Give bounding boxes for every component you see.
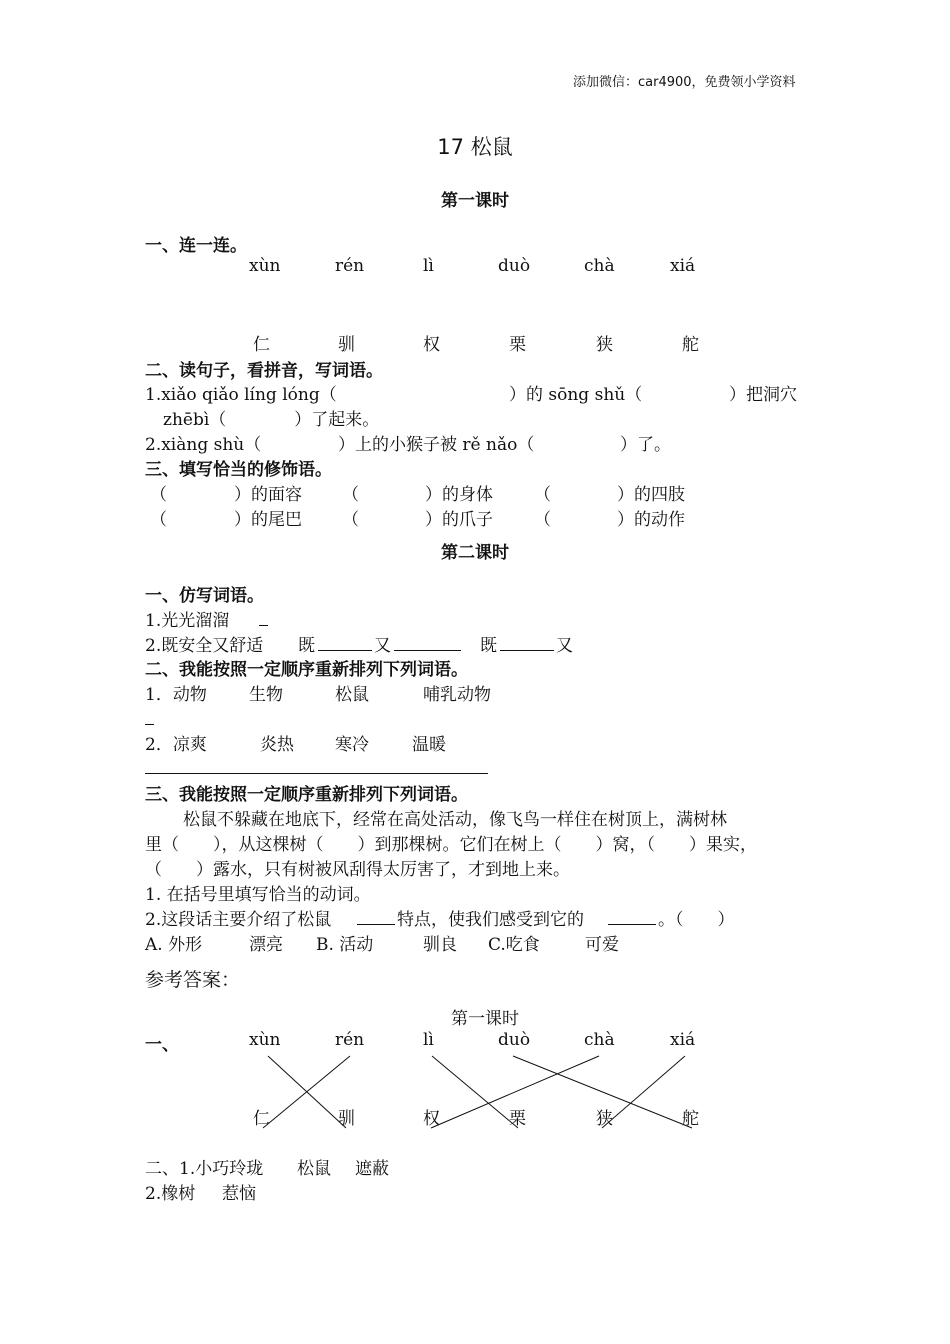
- word-item: 2．凉爽: [145, 735, 207, 755]
- option-item: B. 活动: [316, 935, 374, 955]
- open-paren: （: [534, 510, 551, 530]
- char-item: 舵: [682, 335, 699, 355]
- l1-q2-line3a: 2.xiàng shù（: [145, 435, 262, 455]
- option-item: C.吃食: [488, 935, 540, 955]
- word-item: 哺乳动物: [423, 685, 491, 705]
- l1-q2-line1c: ）把洞穴: [729, 385, 797, 405]
- pinyin-item: xùn: [249, 1030, 281, 1050]
- open-paren: （: [150, 510, 167, 530]
- char-item: 权: [423, 335, 440, 355]
- pinyin-item: chà: [584, 1030, 615, 1050]
- sub2-text-a: 2.这段话主要介绍了松鼠: [145, 910, 332, 930]
- match-line: [602, 1056, 685, 1128]
- l2-q1-line1: 1.光光溜溜: [145, 611, 230, 631]
- l1-q2-line3c: ）了。: [620, 435, 671, 455]
- char-item: 狭: [596, 1109, 613, 1129]
- answers-lesson-heading: 第一课时: [451, 1009, 519, 1029]
- char-item: 狭: [596, 335, 613, 355]
- open-paren: （: [150, 485, 167, 505]
- char-item: 仁: [253, 1109, 270, 1129]
- open-paren: （: [342, 510, 359, 530]
- answer-item: 2.橡树: [145, 1184, 196, 1204]
- you-label: 又: [556, 636, 573, 656]
- char-item: 仁: [253, 335, 270, 355]
- passage-line: （ ）露水，只有树被风刮得太厉害了，才到地上来。: [145, 860, 570, 880]
- option-item: 可爱: [585, 935, 619, 955]
- char-item: 栗: [509, 1109, 526, 1129]
- lesson2-heading: 第二课时: [441, 543, 509, 563]
- open-paren: （: [534, 485, 551, 505]
- pinyin-item: xùn: [249, 256, 281, 276]
- l2-q1-title: 一、仿写词语。: [145, 586, 264, 606]
- word-item: 1．动物: [145, 685, 207, 705]
- l1-q2-line3b: ）上的小猴子被 rě nǎo（: [338, 435, 535, 455]
- match-line: [431, 1056, 599, 1128]
- l2-q3-title: 三、我能按照一定顺序重新排列下列词语。: [145, 785, 468, 805]
- sub2-text-b: 特点，使我们感受到它的: [397, 910, 584, 930]
- l2-q1-line2: 2.既安全又舒适: [145, 636, 264, 656]
- match-line: [263, 1056, 350, 1128]
- lesson1-heading: 第一课时: [441, 191, 509, 211]
- answer-item: 遮蔽: [355, 1159, 389, 1179]
- option-item: 漂亮: [249, 935, 283, 955]
- word-item: 松鼠: [335, 685, 369, 705]
- ji-label: 既: [298, 636, 315, 656]
- pinyin-item: xiá: [670, 1030, 696, 1050]
- l1-q2-line2: zhēbì（ ）了起来。: [163, 410, 380, 430]
- answer-item: 惹恼: [222, 1184, 256, 1204]
- option-item: A. 外形: [145, 935, 203, 955]
- char-item: 权: [423, 1109, 440, 1129]
- l1-q2-line1a: 1.xiǎo qiǎo líng lóng（: [145, 385, 337, 405]
- answer-item: 二、1.小巧玲珑: [145, 1159, 264, 1179]
- l1-q2-line1b: ）的 sōng shǔ（: [509, 385, 643, 405]
- char-item: 栗: [509, 335, 526, 355]
- answer-item: 松鼠: [297, 1159, 331, 1179]
- watermark-text: 添加微信：car4900，免费领小学资料: [573, 75, 796, 90]
- ji-label: 既: [480, 636, 497, 656]
- answers-q1-label: 一、: [145, 1035, 179, 1055]
- you-label: 又: [374, 636, 391, 656]
- char-item: 驯: [338, 335, 355, 355]
- pinyin-item: duò: [498, 1030, 531, 1050]
- pinyin-item: xiá: [670, 256, 696, 276]
- word-item: 温暖: [412, 735, 446, 755]
- pinyin-item: duò: [498, 256, 531, 276]
- match-line: [432, 1056, 518, 1128]
- passage-line: 松鼠不躲藏在地底下，经常在高处活动，像飞鸟一样住在树顶上，满树林: [183, 810, 727, 830]
- answers-heading: 参考答案：: [145, 969, 241, 991]
- l2-q2-title: 二、我能按照一定顺序重新排列下列词语。: [145, 660, 468, 680]
- pinyin-item: rén: [335, 1030, 365, 1050]
- modifier-item: ）的身体: [425, 485, 493, 505]
- option-item: 驯良: [423, 935, 457, 955]
- word-item: 生物: [249, 685, 283, 705]
- char-item: 驯: [338, 1109, 355, 1129]
- word-item: 寒冷: [335, 735, 369, 755]
- pinyin-item: lì: [423, 256, 434, 276]
- open-paren: （: [342, 485, 359, 505]
- match-line: [513, 1056, 692, 1128]
- char-item: 舵: [682, 1109, 699, 1129]
- sub2-text-c: 。（ ）: [658, 910, 735, 930]
- passage-line: 里（ ），从这棵树（ ）到那棵树。它们在树上（ ）窝，（ ）果实，: [145, 835, 757, 855]
- l1-q3-title: 三、填写恰当的修饰语。: [145, 460, 332, 480]
- page-title: 17 松鼠: [437, 135, 513, 159]
- modifier-item: ）的动作: [617, 510, 685, 530]
- word-item: 炎热: [260, 735, 294, 755]
- pinyin-item: rén: [335, 256, 365, 276]
- pinyin-item: chà: [584, 256, 615, 276]
- l1-q1-title: 一、连一连。: [145, 236, 247, 256]
- modifier-item: ）的爪子: [425, 510, 493, 530]
- modifier-item: ）的面容: [234, 485, 302, 505]
- modifier-item: ）的尾巴: [234, 510, 302, 530]
- pinyin-item: lì: [423, 1030, 434, 1050]
- l1-q2-title: 二、读句子，看拼音，写词语。: [145, 361, 383, 381]
- sub-question-1: 1. 在括号里填写恰当的动词。: [145, 885, 371, 905]
- modifier-item: ）的四肢: [617, 485, 685, 505]
